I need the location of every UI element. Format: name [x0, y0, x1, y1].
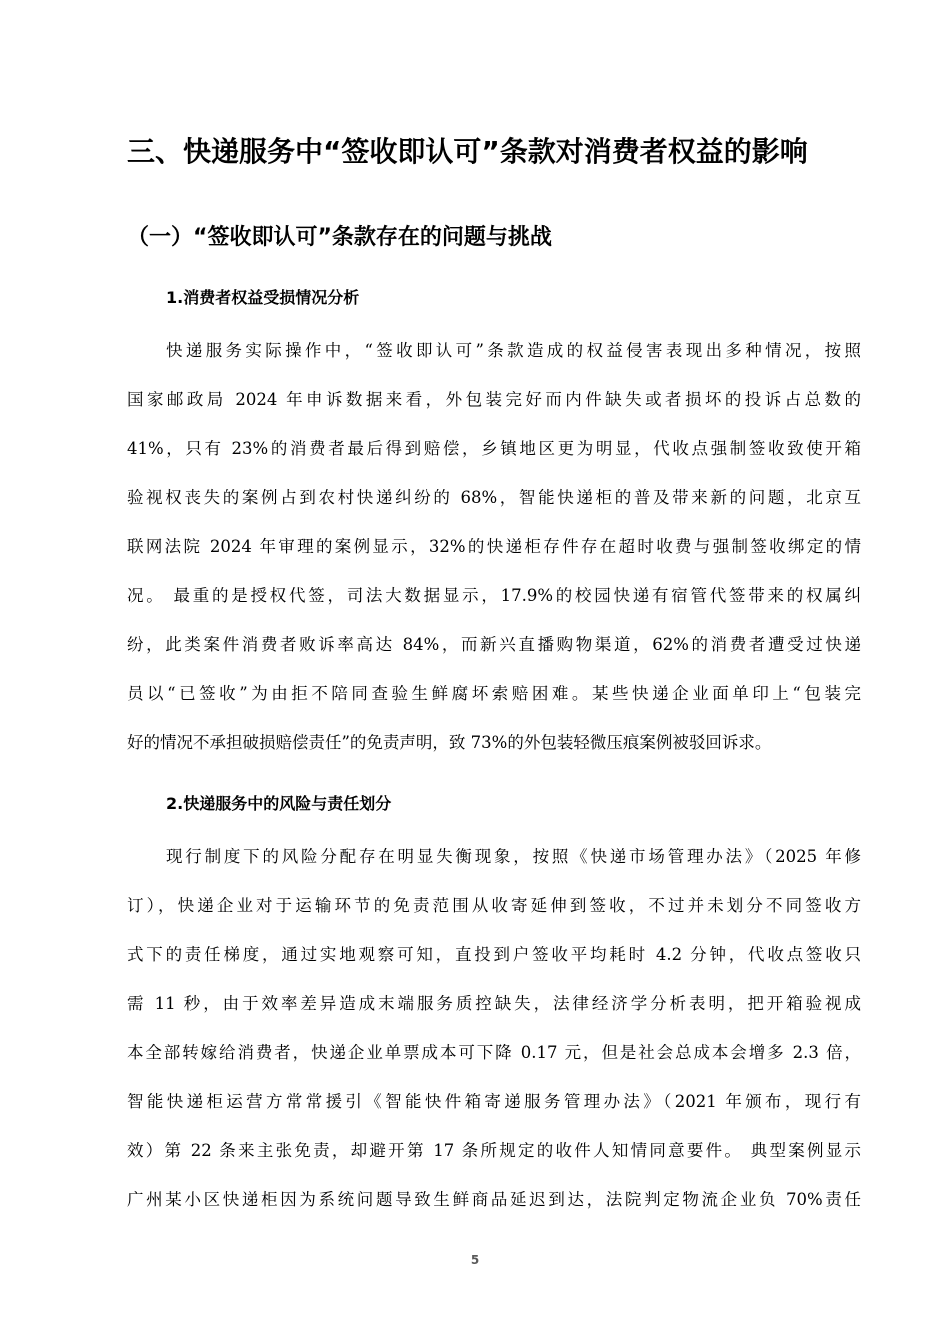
- paragraph-line: 效）第 22 条来主张免责，却避开第 17 条所规定的收件人知情同意要件。 典型案例显示: [127, 1141, 861, 1160]
- paragraph-line: 快递服务实际操作中，“签收即认可”条款造成的权益侵害表现出多种情况，按照: [166, 341, 861, 360]
- paragraph-line: 式下的责任梯度，通过实地观察可知，直投到户签收平均耗时 4.2 分钟，代收点签收只: [127, 945, 861, 964]
- paragraph-line: 订），快递企业对于运输环节的免责范围从收寄延伸到签收，不过并未划分不同签收方: [127, 896, 861, 915]
- paragraph-line: 员以“已签收”为由拒不陪同查验生鲜腐坏索赔困难。某些快递企业面单印上“包装完: [127, 684, 861, 703]
- paragraph-consumer-rights: [127, 326, 861, 767]
- paragraph-line: 需 11 秒，由于效率差异造成末端服务质控缺失，法律经济学分析表明，把开箱验视成: [127, 994, 861, 1013]
- page-number: 5: [470, 1253, 480, 1267]
- paragraph-line: 国家邮政局 2024 年申诉数据来看，外包装完好而内件缺失或者损坏的投诉占总数的: [127, 390, 861, 409]
- chapter-heading: 三、快递服务中“签收即认可”条款对消费者权益的影响: [127, 135, 808, 168]
- subsection-heading-2: 2.快递服务中的风险与责任划分: [166, 794, 392, 813]
- paragraph-line: 41%，只有 23%的消费者最后得到赔偿，乡镇地区更为明显，代收点强制签收致使开箱: [127, 439, 861, 458]
- paragraph-line: 纷，此类案件消费者败诉率高达 84%，而新兴直播购物渠道，62%的消费者遭受过快递: [127, 635, 861, 654]
- paragraph-risk-liability: [127, 832, 861, 1224]
- paragraph-line: 智能快递柜运营方常常援引《智能快件箱寄递服务管理办法》（2021 年颁布，现行有: [127, 1092, 861, 1111]
- subsection-heading-1: 1.消费者权益受损情况分析: [166, 288, 360, 307]
- paragraph-line: 联网法院 2024 年审理的案例显示，32%的快递柜存件存在超时收费与强制签收绑定的情: [127, 537, 861, 556]
- paragraph-line: 好的情况不承担破损赔偿责任”的免责声明，致 73%的外包装轻微压痕案例被驳回诉求。: [127, 733, 772, 752]
- paragraph-line: 况。 最重的是授权代签，司法大数据显示，17.9%的校园快递有宿管代签带来的权属纠: [127, 586, 861, 605]
- paragraph-line: 现行制度下的风险分配存在明显失衡现象，按照《快递市场管理办法》（2025 年修: [166, 847, 861, 866]
- paragraph-line: 本全部转嫁给消费者，快递企业单票成本可下降 0.17 元，但是社会总成本会增多 2.3 倍，: [127, 1043, 861, 1062]
- section-heading: （一）“签收即认可”条款存在的问题与挑战: [127, 225, 552, 250]
- paragraph-line: 验视权丧失的案例占到农村快递纠纷的 68%，智能快递柜的普及带来新的问题，北京互: [127, 488, 861, 507]
- paragraph-line: 广州某小区快递柜因为系统问题导致生鲜商品延迟到达，法院判定物流企业负 70%责任: [127, 1190, 861, 1209]
